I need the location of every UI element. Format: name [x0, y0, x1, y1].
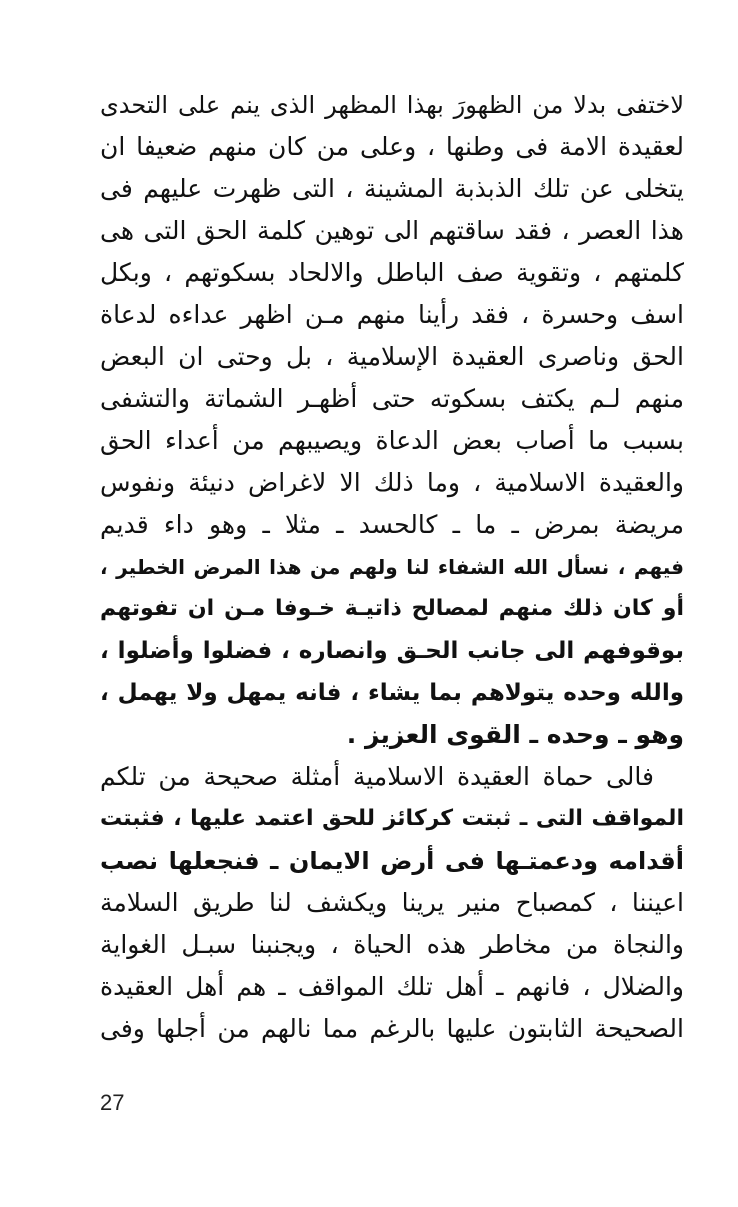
- text-line: اسف وحسرة ، فقد رأينا منهم مـن اظهر عداءه لدعاة: [100, 300, 684, 329]
- text-line: الصحيحة الثابتون عليها بالرغم مما نالهم من أجلها وفى: [100, 1014, 684, 1043]
- text-line: يتخلى عن تلك الذبذبة المشينة ، التى ظهرت عليهم فى: [100, 174, 684, 203]
- page-number: 27: [100, 1090, 125, 1115]
- text-line: بسبب ما أصاب بعض الدعاة ويصيبهم من أعداء الحق: [100, 426, 684, 455]
- text-line: أو كان ذلك منهم لمصالح ذاتيـة خـوفا مـن ان تفوتهم: [100, 596, 684, 621]
- text-line: لعقيدة الامة فى وطنها ، وعلى من كان منهم ضعيفا ان: [100, 132, 684, 161]
- text-line: والنجاة من مخاطر هذه الحياة ، ويجنبنا سبـل الغواية: [100, 930, 684, 959]
- text-line: أقدامه ودعمتـها فى أرض الايمان ـ فنجعلها نصب: [100, 847, 684, 875]
- text-line: هذا العصر ، فقد ساقتهم الى توهين كلمة الحق التى هى: [100, 216, 684, 245]
- paragraph-1: [100, 84, 684, 756]
- text-line: فيهم ، نسأل الله الشفاء لنا ولهم من هذا المرض الخطير ،: [100, 555, 684, 579]
- text-line: الحق وناصرى العقيدة الإسلامية ، بل وحتى ان البعض: [100, 342, 684, 371]
- text-line: كلمتهم ، وتقوية صف الباطل والالحاد بسكوتهم ، وبكل: [100, 258, 684, 287]
- text-line: وهو ـ وحده ـ القوى العزيز .: [346, 720, 684, 749]
- text-line: مريضة بمرض ـ ما ـ كالحسد ـ مثلا ـ وهو داء قديم: [100, 510, 684, 539]
- paragraph-2: [100, 756, 684, 1050]
- text-line: بوقوفهم الى جانب الحـق وانصاره ، فضلوا وأضلوا ،: [100, 638, 684, 664]
- text-line: المواقف التى ـ ثبتت كركائز للحق اعتمد عليها ، فثبتت: [100, 806, 684, 831]
- text-line: منهم لـم يكتف بسكوته حتى أظهـر الشماتة والتشفى: [100, 384, 684, 413]
- text-line: والله وحده يتولاهم بما يشاء ، فانه يمهل ولا يهمل ،: [100, 680, 684, 706]
- text-line: لاختفى بدلا من الظهورَ بهذا المظهر الذى ينم على التحدى: [100, 91, 684, 119]
- text-line: والعقيدة الاسلامية ، وما ذلك الا لاغراض دنيئة ونفوس: [100, 468, 684, 497]
- text-line: فالى حماة العقيدة الاسلامية أمثلة صحيحة من تلكم: [100, 762, 654, 791]
- text-line: والضلال ، فانهم ـ أهل تلك المواقف ـ هم أهل العقيدة: [100, 972, 684, 1001]
- text-line: اعيننا ، كمصباح منير يرينا ويكشف لنا طريق السلامة: [100, 888, 684, 917]
